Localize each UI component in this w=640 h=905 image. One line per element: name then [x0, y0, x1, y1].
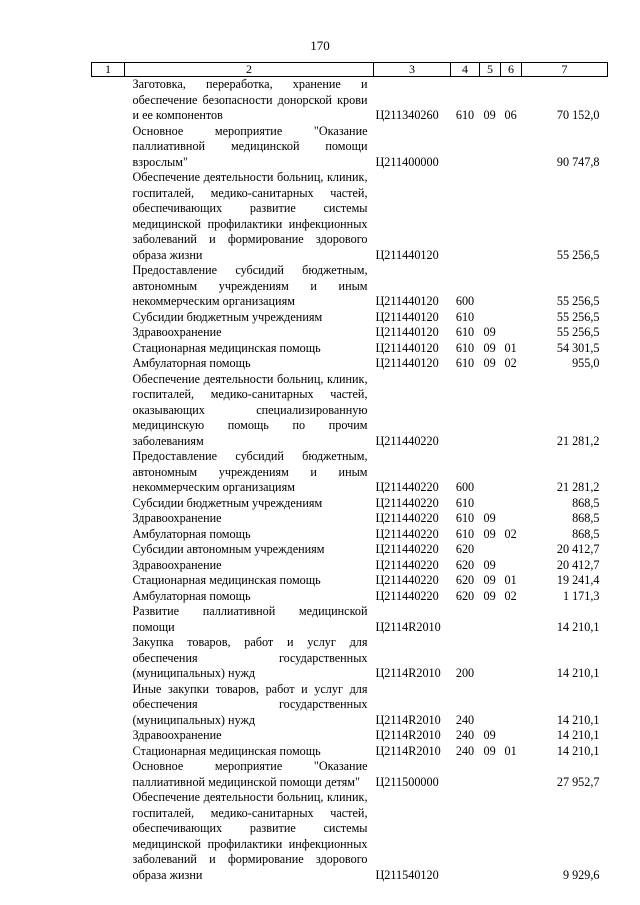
row-vr: 620: [455, 573, 475, 587]
table-body: [92, 63, 608, 884]
row-vr: 240: [455, 743, 475, 758]
row-pr: [501, 124, 522, 171]
row-code: Ц211440220: [375, 511, 439, 525]
row-amount: 54 301,5: [556, 340, 600, 355]
row-name: Предоставление субсидий бюджетным, автономным учреждениям и иным некоммерческим организациям: [132, 449, 368, 494]
row-name: Заготовка, переработка, хранение и обеспечение безопасности донорской крови и ее компонентов: [132, 77, 368, 122]
row-name: Обеспечение деятельности больниц, клиник, госпиталей, медико-санитарных частей, оказывающих специализированную медицинскую помощь по прочим заболеваниям: [132, 371, 368, 448]
row-amount: 14 210,1: [556, 728, 600, 742]
row-pr: [501, 558, 522, 574]
row-pr: 02: [504, 356, 517, 370]
row-name: Стационарная медицинская помощь: [132, 573, 321, 587]
row-vr: 610: [455, 340, 475, 355]
row-amount: 90 747,8: [556, 154, 600, 169]
row-amount: 21 281,2: [556, 433, 600, 448]
row-pr: [501, 496, 522, 512]
row-code: Ц2114R2010: [375, 743, 441, 758]
row-amount: 55 256,5: [556, 325, 600, 339]
row-vr: [451, 759, 480, 790]
row-code: Ц2114R2010: [375, 728, 441, 742]
row-code: Ц211400000: [375, 154, 439, 169]
row-name: Амбулаторная помощь: [132, 588, 251, 603]
table-row: [92, 356, 608, 372]
row-rz: [480, 635, 501, 682]
table-row: [92, 496, 608, 512]
row-pr: [501, 790, 522, 883]
row-code: Ц211340260: [375, 108, 439, 122]
row-amount: 14 210,1: [556, 712, 600, 727]
row-rz: [480, 170, 501, 263]
row-rz: [480, 496, 501, 512]
row-name: Стационарная медицинская помощь: [132, 340, 321, 355]
row-code: Ц211440220: [375, 573, 439, 587]
row-pr: [501, 728, 522, 744]
row-pr: [501, 170, 522, 263]
row-code: Ц211440120: [375, 325, 439, 339]
row-vr: 610: [455, 108, 475, 122]
row-rz: [480, 682, 501, 729]
row-code: Ц2114R2010: [375, 619, 441, 634]
row-pr: 02: [504, 588, 517, 603]
table-row: [92, 558, 608, 574]
col-header: 7: [522, 63, 608, 77]
row-rz: 09: [483, 728, 496, 742]
table-row: [92, 372, 608, 450]
row-vr: 600: [455, 294, 475, 308]
col-header: 6: [501, 63, 522, 77]
row-name: Здравоохранение: [132, 325, 222, 339]
row-vr: 610: [455, 356, 475, 370]
row-name: Амбулаторная помощь: [132, 526, 251, 541]
row-vr: 200: [455, 666, 475, 680]
table-row: [92, 449, 608, 496]
row-code: Ц211440220: [375, 588, 439, 603]
row-rz: [480, 263, 501, 310]
row-vr: 240: [455, 712, 475, 727]
row-amount: 955,0: [572, 356, 600, 370]
row-rz: 09: [483, 526, 496, 541]
row-pr: [501, 682, 522, 729]
row-rz: [480, 542, 501, 558]
row-rz: 09: [483, 743, 496, 758]
row-pr: 02: [504, 526, 517, 541]
row-amount: 55 256,5: [556, 309, 600, 324]
row-vr: [451, 372, 480, 450]
row-code: Ц211440120: [375, 340, 439, 355]
row-vr: [451, 170, 480, 263]
row-code: Ц2114R2010: [375, 712, 441, 727]
table-row: [92, 310, 608, 326]
row-vr: 610: [455, 325, 475, 339]
row-vr: 610: [455, 526, 475, 541]
row-rz: [480, 310, 501, 326]
row-pr: 06: [504, 108, 517, 122]
row-rz: 09: [483, 325, 496, 339]
row-name: Субсидии бюджетным учреждениям: [132, 309, 323, 324]
row-name: Амбулаторная помощь: [132, 356, 251, 370]
row-code: Ц211440220: [375, 542, 439, 556]
row-vr: 620: [455, 588, 475, 603]
budget-table: [91, 62, 608, 883]
row-rz: [480, 790, 501, 883]
row-name: Субсидии автономным учреждениям: [132, 542, 325, 556]
row-code: Ц211540120: [375, 867, 439, 882]
row-amount: 9 929,6: [562, 867, 600, 882]
row-pr: 01: [504, 340, 517, 355]
table-row: [92, 77, 608, 124]
table-row: [92, 604, 608, 635]
row-rz: [480, 759, 501, 790]
row-rz: 09: [483, 511, 496, 525]
row-name: Здравоохранение: [132, 728, 222, 742]
row-amount: 1 171,3: [562, 588, 600, 603]
row-vr: [451, 124, 480, 171]
row-code: Ц211440220: [375, 433, 439, 448]
table-row: [92, 728, 608, 744]
table-row: [92, 682, 608, 729]
row-pr: [501, 635, 522, 682]
col-header: 2: [125, 63, 374, 77]
row-pr: [501, 263, 522, 310]
col-header: 3: [374, 63, 451, 77]
row-rz: 09: [483, 356, 496, 370]
row-name: Стационарная медицинская помощь: [132, 743, 321, 758]
row-code: Ц211500000: [375, 774, 439, 789]
row-name: Основное мероприятие "Оказание паллиативной медицинской помощи взрослым": [132, 123, 368, 169]
row-vr: 610: [455, 309, 475, 324]
row-amount: 14 210,1: [556, 619, 600, 634]
row-amount: 14 210,1: [556, 666, 600, 680]
row-pr: [501, 449, 522, 496]
row-vr: 620: [455, 542, 475, 556]
row-vr: 610: [455, 495, 475, 510]
row-amount: 20 412,7: [556, 542, 600, 556]
row-vr: 240: [455, 728, 475, 742]
row-name: Здравоохранение: [132, 511, 222, 525]
table-row: [92, 170, 608, 263]
table-row: [92, 759, 608, 790]
header-row: [92, 63, 608, 77]
row-vr: 620: [455, 557, 475, 572]
row-amount: 55 256,5: [556, 247, 600, 262]
table-row: [92, 263, 608, 310]
row-amount: 20 412,7: [556, 557, 600, 572]
row-pr: 01: [504, 743, 517, 758]
row-name: Обеспечение деятельности больниц, клиник, госпиталей, медико-санитарных частей, обеспечивающих развитие системы медицинской профилактики инфекционных заболеваний и формирование здорового образа жизни: [132, 170, 368, 262]
row-vr: [451, 790, 480, 883]
row-code: Ц211440120: [375, 247, 439, 262]
row-name: Развитие паллиативной медицинской помощи: [132, 604, 368, 634]
row-pr: 01: [504, 573, 517, 587]
table-row: [92, 511, 608, 527]
row-vr: 610: [455, 511, 475, 525]
table-row: [92, 527, 608, 543]
row-pr: [501, 325, 522, 341]
row-rz: [480, 372, 501, 450]
row-code: Ц211440220: [375, 495, 439, 510]
table-row: [92, 325, 608, 341]
row-name: Субсидии бюджетным учреждениям: [132, 495, 323, 510]
row-amount: 868,5: [572, 511, 600, 525]
table-row: [92, 635, 608, 682]
table-row: [92, 589, 608, 605]
row-name: Иные закупки товаров, работ и услуг для обеспечения государственных (муниципальных) нужд: [132, 681, 368, 727]
row-pr: [501, 542, 522, 558]
row-rz: [480, 449, 501, 496]
table-row: [92, 573, 608, 589]
table-row: [92, 790, 608, 883]
table-row: [92, 542, 608, 558]
row-vr: 600: [455, 480, 475, 494]
row-pr: [501, 511, 522, 527]
row-rz: 09: [483, 557, 496, 572]
row-rz: 09: [483, 340, 496, 355]
row-code: Ц211440220: [375, 557, 439, 572]
row-amount: 868,5: [572, 495, 600, 510]
row-code: Ц211440220: [375, 526, 439, 541]
row-code: Ц211440220: [375, 480, 439, 494]
col-header: 1: [92, 63, 125, 77]
row-amount: 14 210,1: [556, 743, 600, 758]
row-pr: [501, 759, 522, 790]
row-pr: [501, 310, 522, 326]
row-rz: [480, 604, 501, 635]
row-name: Закупка товаров, работ и услуг для обеспечения государственных (муниципальных) нужд: [132, 635, 368, 680]
row-pr: [501, 604, 522, 635]
row-code: Ц211440120: [375, 309, 439, 324]
row-amount: 27 952,7: [556, 774, 600, 789]
row-rz: 09: [483, 108, 496, 122]
row-amount: 19 241,4: [556, 573, 600, 587]
row-rz: 09: [483, 573, 496, 587]
row-code: Ц211440120: [375, 294, 439, 308]
row-rz: [480, 124, 501, 171]
row-code: Ц2114R2010: [375, 666, 441, 680]
row-vr: [451, 604, 480, 635]
row-name: Основное мероприятие "Оказание паллиативной медицинской помощи детям": [132, 759, 368, 789]
row-pr: [501, 372, 522, 450]
col-header: 4: [451, 63, 480, 77]
row-name: Здравоохранение: [132, 557, 222, 572]
col-header: 5: [480, 63, 501, 77]
page-number: 170: [310, 38, 330, 53]
row-amount: 70 152,0: [556, 108, 600, 122]
table-row: [92, 124, 608, 171]
row-amount: 21 281,2: [556, 480, 600, 494]
table-row: [92, 341, 608, 357]
row-rz: 09: [483, 588, 496, 603]
row-code: Ц211440120: [375, 356, 439, 370]
table-row: [92, 744, 608, 760]
row-name: Обеспечение деятельности больниц, клиник, госпиталей, медико-санитарных частей, обеспечивающих развитие системы медицинской профилактики инфекционных заболеваний и формирование здорового образа жизни: [132, 790, 368, 882]
row-name: Предоставление субсидий бюджетным, автономным учреждениям и иным некоммерческим организациям: [132, 263, 368, 308]
row-amount: 868,5: [572, 526, 600, 541]
row-amount: 55 256,5: [556, 294, 600, 308]
